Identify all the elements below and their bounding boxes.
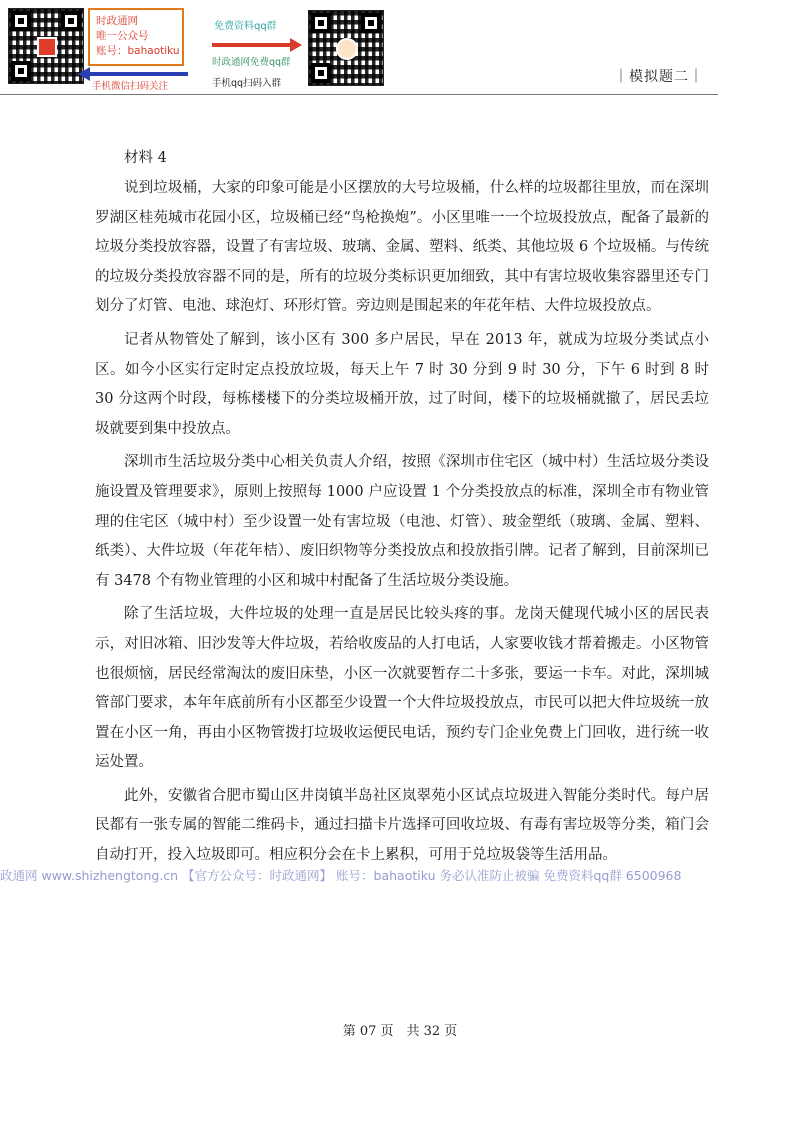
page-footer: 第 07 页 共 32 页 [342, 1024, 458, 1039]
promo-line: 唯一公众号 [96, 30, 149, 42]
arrow-left-icon [88, 72, 188, 76]
paragraph: 此外，安徽省合肥市蜀山区井岗镇半岛社区岚翠苑小区试点垃圾进入智能分类时代。每户居民都有一张专属的智能二维码卡，通过扫描卡片选择可回收垃圾、有毒有害垃圾等分类，箱门会自动打开，投入垃圾即可。相应积分会在卡上累积，可用于兑垃圾袋等生活用品。 [95, 787, 709, 864]
promo-box [88, 8, 184, 66]
material-body [95, 174, 709, 875]
wechat-qr-code [8, 8, 84, 84]
paragraph: 说到垃圾桶，大家的印象可能是小区摆放的大号垃圾桶，什么样的垃圾都往里放，而在深圳罗湖区桂苑城市花园小区，垃圾桶已经“鸟枪换炮”。小区里唯一一个垃圾投放点，配备了最新的垃圾分类投放容器，设置了有害垃圾、玻璃、金属、塑料、纸类、其他垃圾 6 个垃圾桶。与传统的垃圾分类投放容器不同的是，所有的垃圾分类标识更加细致，其中有害垃圾收集容器里还专门划分了灯管、电池、球泡灯、环形灯管。旁边则是围起来的年花年桔、大件垃圾投放点。 [95, 180, 709, 315]
scan-wechat-note: 手机微信扫码关注 [92, 81, 169, 92]
logo-icon [37, 37, 57, 57]
paragraph: 记者从物管处了解到，该小区有 300 多户居民，早在 2013 年，就成为垃圾分类试点小区。如今小区实行定时定点投放垃圾，每天上午 7 时 30 分到 9 时 30 分，下午 6 时到 8 时 30 分这两个时段，每栋楼楼下的分类垃圾桶开放，过了时间，楼下的垃圾桶就撤了，居民丢垃圾就要到集中投放点。 [95, 331, 709, 437]
header-divider [0, 94, 718, 95]
free-qq-group-note: 时政通网免费qq群 [212, 57, 291, 68]
paragraph: 深圳市生活垃圾分类中心相关负责人介绍，按照《深圳市住宅区（城中村）生活垃圾分类设施设置及管理要求》，原则上按照每 1000 户应设置 1 个分类投放点的标准，深圳全市有物业管理的住宅区（城中村）至少设置一处有害垃圾（电池、灯管）、玻金塑纸（玻璃、金属、塑料、纸类）、大件垃圾（年花年桔）、废旧织物等分类投放点和投放指引牌。记者了解到，目前深圳已有 3478 个有物业管理的小区和城中村配备了生活垃圾分类设施。 [95, 454, 709, 589]
avatar-icon [336, 38, 358, 60]
scan-qq-note: 手机qq扫码入群 [212, 78, 282, 89]
material-title: 材料 4 [124, 150, 167, 166]
free-qq-group-label: 免费资料qq群 [214, 21, 277, 32]
qq-group-qr-code [308, 10, 384, 86]
promo-line: 时政通网 [96, 15, 138, 27]
paragraph: 除了生活垃圾，大件垃圾的处理一直是居民比较头疼的事。龙岗天健现代城小区的居民表示，对旧冰箱、旧沙发等大件垃圾，若给收废品的人打电话，人家要收钱才帮着搬走。小区物管也很烦恼，居民经常淘汰的废旧床垫，小区一次就要暂存二十多张，要运一卡车。对此，深圳城管部门要求，本年年底前所有小区都至少设置一个大件垃圾投放点，市民可以把大件垃圾统一放置在小区一角，再由小区物管拨打垃圾收运便民电话，预约专门企业免费上门回收，进行统一收运处置。 [95, 606, 709, 771]
arrow-right-icon [212, 43, 292, 47]
promo-line: 账号：bahaotiku [96, 45, 180, 57]
section-title: ｜模拟题二｜ [614, 69, 704, 85]
watermark: 政通网 www.shizhengtong.cn 【官方公众号：时政通网】 账号：bahaotiku 务必认准防止被骗 免费资料qq群 6500968 [0, 868, 682, 883]
